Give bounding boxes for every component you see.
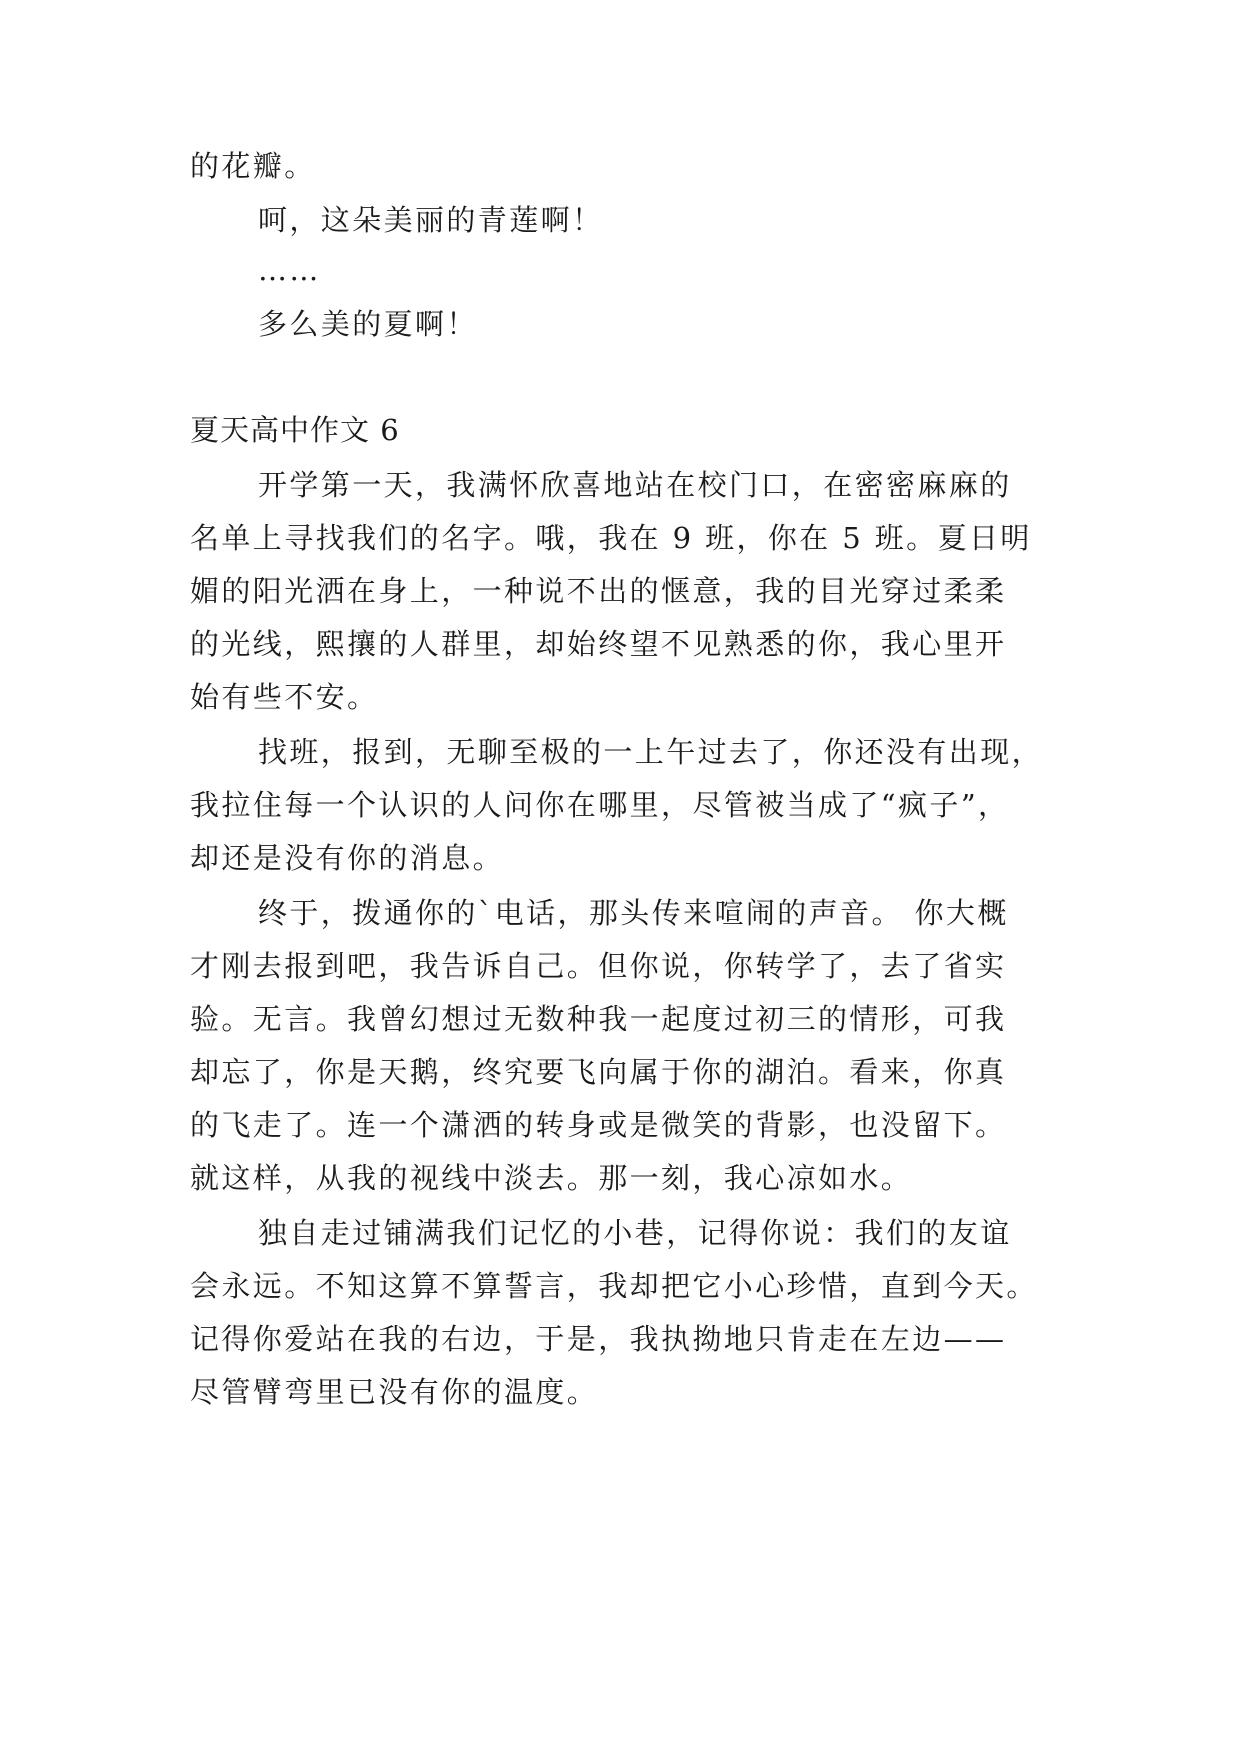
intro-line-summer: 多么美的夏啊！ (258, 307, 478, 341)
paragraph-line: 名单上寻找我们的名字。哦，我在 9 班，你在 5 班。夏日明 (190, 521, 1032, 555)
paragraph-line: 却忘了，你是天鹅，终究要飞向属于你的湖泊。看来，你真 (190, 1055, 1007, 1089)
intro-line-petals: 的花瓣。 (190, 149, 316, 183)
paragraph-line: 独自走过铺满我们记忆的小巷，记得你说：我们的友谊 (258, 1216, 1012, 1250)
intro-line-ellipsis: …… (258, 253, 321, 287)
paragraph-line: 的光线，熙攘的人群里，却始终望不见熟悉的你，我心里开 (190, 627, 1007, 661)
paragraph-line: 就这样，从我的视线中淡去。那一刻，我心凉如水。 (190, 1161, 913, 1195)
section-title: 夏天高中作文 6 (190, 413, 400, 447)
paragraph-line: 开学第一天，我满怀欣喜地站在校门口，在密密麻麻的 (258, 468, 1012, 502)
paragraph-line: 才刚去报到吧，我告诉自己。但你说，你转学了，去了省实 (190, 949, 1007, 983)
paragraph-line: 记得你爱站在我的右边，于是，我执拗地只肯走在左边—— (190, 1322, 1007, 1356)
paragraph-line: 终于，拨通你的`电话，那头传来喧闹的声音。 你大概 (258, 896, 1009, 930)
paragraph-line: 验。无言。我曾幻想过无数种我一起度过初三的情形，可我 (190, 1002, 1007, 1036)
paragraph-line: 始有些不安。 (190, 680, 379, 714)
paragraph-line: 媚的阳光洒在身上，一种说不出的惬意，我的目光穿过柔柔 (190, 574, 1007, 608)
paragraph-line: 找班，报到，无聊至极的一上午过去了，你还没有出现， (258, 735, 1044, 769)
intro-line-lotus: 呵，这朵美丽的青莲啊！ (258, 203, 604, 237)
paragraph-line: 会永远。不知这算不算誓言，我却把它小心珍惜，直到今天。 (190, 1269, 1038, 1303)
paragraph-line: 我拉住每一个认识的人问你在哪里，尽管被当成了“疯子”， (190, 788, 1010, 822)
paragraph-line: 尽管臂弯里已没有你的温度。 (190, 1375, 599, 1409)
paragraph-line: 却还是没有你的消息。 (190, 841, 505, 875)
paragraph-line: 的飞走了。连一个潇洒的转身或是微笑的背影，也没留下。 (190, 1108, 1007, 1142)
